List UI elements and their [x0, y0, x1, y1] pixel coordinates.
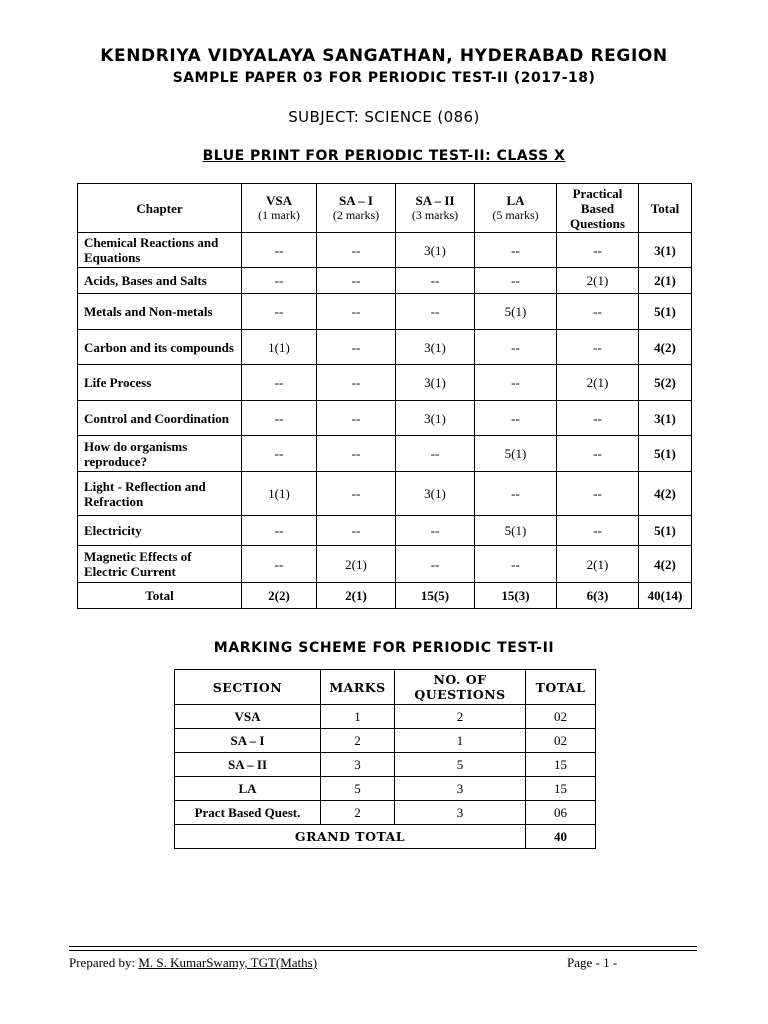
total-cell: 5(1) — [639, 516, 692, 546]
section-cell: VSA — [175, 705, 321, 729]
la-cell: -- — [475, 365, 557, 401]
table-row — [175, 705, 596, 729]
col-chapter: Chapter — [78, 184, 242, 233]
table-row — [78, 516, 692, 546]
col-marks: MARKS — [321, 670, 395, 705]
vsa-cell: 1(1) — [242, 330, 317, 365]
practical-cell: -- — [557, 294, 639, 330]
la-total: 15(3) — [475, 583, 557, 609]
table-row — [78, 268, 692, 294]
total-cell: 15 — [526, 777, 596, 801]
la-cell: 5(1) — [475, 436, 557, 472]
chapter-name: Light - Reflection and Refraction — [78, 472, 242, 516]
blueprint-table — [77, 183, 692, 609]
table-row — [175, 729, 596, 753]
total-cell: 4(2) — [639, 472, 692, 516]
marks-cell: 5 — [321, 777, 395, 801]
table-row — [78, 472, 692, 516]
marking-header-row — [175, 670, 596, 705]
practical-cell: -- — [557, 516, 639, 546]
sa2-cell: 3(1) — [396, 330, 475, 365]
chapter-name: Carbon and its compounds — [78, 330, 242, 365]
table-row — [175, 801, 596, 825]
marking-scheme-table — [174, 669, 596, 849]
sa1-cell: -- — [317, 401, 396, 436]
sa1-cell: -- — [317, 268, 396, 294]
marks-cell: 1 — [321, 705, 395, 729]
marking-scheme-title: MARKING SCHEME FOR PERIODIC TEST-II — [213, 640, 555, 656]
sa2-cell: -- — [396, 294, 475, 330]
chapter-name: How do organisms reproduce? — [78, 436, 242, 472]
chapter-name: Acids, Bases and Salts — [78, 268, 242, 294]
vsa-cell: -- — [242, 233, 317, 268]
col-sa1: SA – I (2 marks) — [317, 184, 396, 233]
table-row — [175, 753, 596, 777]
page-number: Page - 1 - — [567, 955, 618, 970]
marks-cell: 2 — [321, 801, 395, 825]
practical-cell: -- — [557, 472, 639, 516]
sa1-cell: -- — [317, 436, 396, 472]
total-cell: 4(2) — [639, 546, 692, 583]
total-cell: 3(1) — [639, 233, 692, 268]
col-sa2: SA – II (3 marks) — [396, 184, 475, 233]
section-cell: LA — [175, 777, 321, 801]
sa2-cell: -- — [396, 516, 475, 546]
paper-title: SAMPLE PAPER 03 FOR PERIODIC TEST-II (2017-18) — [172, 70, 596, 86]
page-footer — [69, 955, 697, 971]
grand-total: 40(14) — [639, 583, 692, 609]
sa1-cell: -- — [317, 233, 396, 268]
table-row — [78, 365, 692, 401]
footer-rule-bottom — [69, 950, 697, 951]
la-cell: 5(1) — [475, 516, 557, 546]
questions-cell: 3 — [395, 777, 526, 801]
org-title: KENDRIYA VIDYALAYA SANGATHAN, HYDERABAD REGION — [100, 46, 668, 66]
section-cell: Pract Based Quest. — [175, 801, 321, 825]
grand-total-row — [175, 825, 596, 849]
sa2-cell: -- — [396, 436, 475, 472]
prepared-label: Prepared by: — [69, 955, 136, 970]
chapter-name: Chemical Reactions and Equations — [78, 233, 242, 268]
vsa-cell: -- — [242, 516, 317, 546]
la-cell: -- — [475, 472, 557, 516]
la-cell: -- — [475, 546, 557, 583]
practical-total: 6(3) — [557, 583, 639, 609]
total-cell: 15 — [526, 753, 596, 777]
vsa-cell: 1(1) — [242, 472, 317, 516]
chapter-name: Life Process — [78, 365, 242, 401]
grand-total-value: 40 — [526, 825, 596, 849]
table-row — [78, 233, 692, 268]
footer-rule-top — [69, 946, 697, 947]
vsa-cell: -- — [242, 436, 317, 472]
col-total: TOTAL — [526, 670, 596, 705]
col-section: SECTION — [175, 670, 321, 705]
la-cell: -- — [475, 233, 557, 268]
vsa-cell: -- — [242, 294, 317, 330]
table-row — [78, 401, 692, 436]
sa1-cell: -- — [317, 294, 396, 330]
practical-cell: 2(1) — [557, 546, 639, 583]
prepared-name: M. S. KumarSwamy, TGT(Maths) — [138, 955, 318, 970]
total-cell: 02 — [526, 705, 596, 729]
sa2-cell: 3(1) — [396, 472, 475, 516]
questions-cell: 3 — [395, 801, 526, 825]
sa1-cell: -- — [317, 330, 396, 365]
marks-cell: 3 — [321, 753, 395, 777]
sa2-cell: -- — [396, 268, 475, 294]
section-cell: SA – II — [175, 753, 321, 777]
total-cell: 3(1) — [639, 401, 692, 436]
total-label: Total — [78, 583, 242, 609]
sa1-cell: -- — [317, 516, 396, 546]
chapter-name: Metals and Non-metals — [78, 294, 242, 330]
practical-cell: 2(1) — [557, 365, 639, 401]
blueprint-header-row — [78, 184, 692, 233]
table-row — [78, 546, 692, 583]
table-row — [78, 436, 692, 472]
practical-cell: -- — [557, 436, 639, 472]
total-cell: 06 — [526, 801, 596, 825]
total-cell: 5(2) — [639, 365, 692, 401]
sa2-cell: -- — [396, 546, 475, 583]
practical-cell: -- — [557, 233, 639, 268]
col-practical: Practical Based Questions — [557, 184, 639, 233]
section-cell: SA – I — [175, 729, 321, 753]
sa1-cell: -- — [317, 472, 396, 516]
sa2-cell: 3(1) — [396, 233, 475, 268]
table-row — [78, 330, 692, 365]
practical-cell: -- — [557, 401, 639, 436]
col-vsa: VSA (1 mark) — [242, 184, 317, 233]
sa2-cell: 3(1) — [396, 365, 475, 401]
prepared-by — [69, 955, 317, 971]
la-cell: -- — [475, 268, 557, 294]
questions-cell: 1 — [395, 729, 526, 753]
col-total: Total — [639, 184, 692, 233]
col-la: LA (5 marks) — [475, 184, 557, 233]
chapter-name: Electricity — [78, 516, 242, 546]
total-cell: 4(2) — [639, 330, 692, 365]
total-cell: 5(1) — [639, 436, 692, 472]
subject-title: SUBJECT: SCIENCE (086) — [288, 108, 480, 126]
chapter-name: Magnetic Effects of Electric Current — [78, 546, 242, 583]
vsa-cell: -- — [242, 268, 317, 294]
sa1-cell: -- — [317, 365, 396, 401]
table-row — [78, 294, 692, 330]
vsa-total: 2(2) — [242, 583, 317, 609]
practical-cell: -- — [557, 330, 639, 365]
sa2-cell: 3(1) — [396, 401, 475, 436]
blueprint-total-row — [78, 583, 692, 609]
grand-total-label: GRAND TOTAL — [175, 825, 526, 849]
practical-cell: 2(1) — [557, 268, 639, 294]
blueprint-title: BLUE PRINT FOR PERIODIC TEST-II: CLASS X — [202, 148, 566, 164]
la-cell: -- — [475, 401, 557, 436]
chapter-name: Control and Coordination — [78, 401, 242, 436]
sa1-cell: 2(1) — [317, 546, 396, 583]
table-row — [175, 777, 596, 801]
vsa-cell: -- — [242, 365, 317, 401]
total-cell: 5(1) — [639, 294, 692, 330]
vsa-cell: -- — [242, 546, 317, 583]
questions-cell: 2 — [395, 705, 526, 729]
total-cell: 2(1) — [639, 268, 692, 294]
vsa-cell: -- — [242, 401, 317, 436]
marks-cell: 2 — [321, 729, 395, 753]
sa2-total: 15(5) — [396, 583, 475, 609]
sa1-total: 2(1) — [317, 583, 396, 609]
la-cell: 5(1) — [475, 294, 557, 330]
total-cell: 02 — [526, 729, 596, 753]
col-questions: NO. OF QUESTIONS — [395, 670, 526, 705]
questions-cell: 5 — [395, 753, 526, 777]
la-cell: -- — [475, 330, 557, 365]
